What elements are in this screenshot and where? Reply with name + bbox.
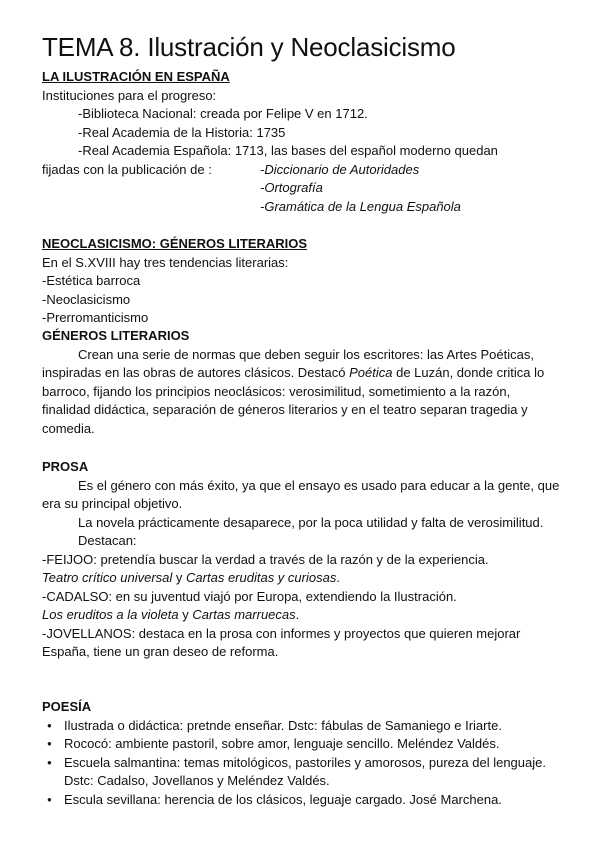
- section-heading-ilustracion: LA ILUSTRACIÓN EN ESPAÑA: [42, 69, 230, 84]
- poesia-list: [42, 717, 562, 810]
- prosa-paragraph: La novela prácticamente desaparece, por la poca utilidad y falta de verosimilitud.: [78, 514, 544, 530]
- author-cadalso: -CADALSO: en su juventud viajó por Europa, extendiendo la Ilustración.: [42, 588, 457, 604]
- work-title: -Ortografía: [260, 180, 323, 195]
- prosa-paragraph: Destacan:: [78, 533, 137, 548]
- section-poesia: [42, 698, 562, 809]
- section-heading-generos: GÉNEROS LITERARIOS: [42, 328, 190, 343]
- section-prosa: [42, 458, 562, 662]
- work-title: -Diccionario de Autoridades: [260, 161, 420, 177]
- ilustracion-intro: Instituciones para el progreso:: [42, 87, 217, 103]
- cadalso-works: Los eruditos a la violeta y Cartas marruecas.: [42, 607, 300, 622]
- section-heading-prosa: PROSA: [42, 459, 89, 474]
- list-item: ● Escuela salmantina: temas mitológicos, pastoriles y amorosos, pureza del lenguaje. Dstc: Cadalso, Jovellanos y Meléndez Valdés.: [42, 754, 562, 791]
- tendencia-item: -Prerromanticismo: [42, 310, 149, 325]
- author-feijoo: -FEIJOO: pretendía buscar la verdad a través de la razón y de la experiencia.: [42, 551, 489, 567]
- list-item: ● Rococó: ambiente pastoril, sobre amor, lenguaje sencillo. Meléndez Valdés.: [42, 735, 562, 754]
- feijoo-works: Teatro crítico universal y Cartas eruditas y curiosas.: [42, 570, 340, 585]
- institution-item: -Real Academia Española: 1713, las bases del español moderno quedan: [78, 143, 498, 158]
- institution-item: -Real Academia de la Historia: 1735: [78, 124, 286, 140]
- list-item: ● Ilustrada o didáctica: pretnde enseñar. Dstc: fábulas de Samaniego e Iriarte.: [42, 717, 562, 736]
- section-neoclasicismo: [42, 235, 562, 328]
- neoclasicismo-intro: En el S.XVIII hay tres tendencias literarias:: [42, 254, 289, 270]
- page-title: TEMA 8. Ilustración y Neoclasicismo: [42, 32, 456, 62]
- work-title: -Gramática de la Lengua Española: [260, 198, 461, 214]
- generos-paragraph: Crean una serie de normas que deben seguir los escritores: las Artes Poéticas, inspiradas en las obras de autores clásicos. Destacó Poética de Luzán, donde critica lo barroco, fijando los principios neoclásicos: verosimilitud, sometimiento a la razón, finalidad didáctica, separación de géneros literarios y en el teatro separan tragedia y comedia.: [42, 346, 545, 436]
- section-ilustracion: [42, 68, 562, 214]
- publication-lead: fijadas con la publicación de :: [42, 161, 212, 177]
- publication-row: [42, 161, 562, 214]
- tendencia-item: -Neoclasicismo: [42, 291, 131, 307]
- institution-item: -Biblioteca Nacional: creada por Felipe V en 1712.: [78, 106, 368, 121]
- section-heading-neoclasicismo: NEOCLASICISMO: GÉNEROS LITERARIOS: [42, 236, 308, 251]
- author-jovellanos: -JOVELLANOS: destaca en la prosa con informes y proyectos que quieren mejorar España, tiene un gran deseo de reforma.: [42, 625, 521, 659]
- prosa-paragraph: Es el género con más éxito, ya que el ensayo es usado para educar a la gente, que era su principal objetivo.: [42, 477, 560, 511]
- publication-works: [260, 161, 461, 217]
- section-generos: [42, 327, 562, 438]
- list-item: ● Escula sevillana: herencia de los clásicos, leguaje cargado. José Marchena.: [42, 791, 562, 810]
- tendencia-item: -Estética barroca: [42, 273, 141, 288]
- section-heading-poesia: POESÍA: [42, 699, 92, 714]
